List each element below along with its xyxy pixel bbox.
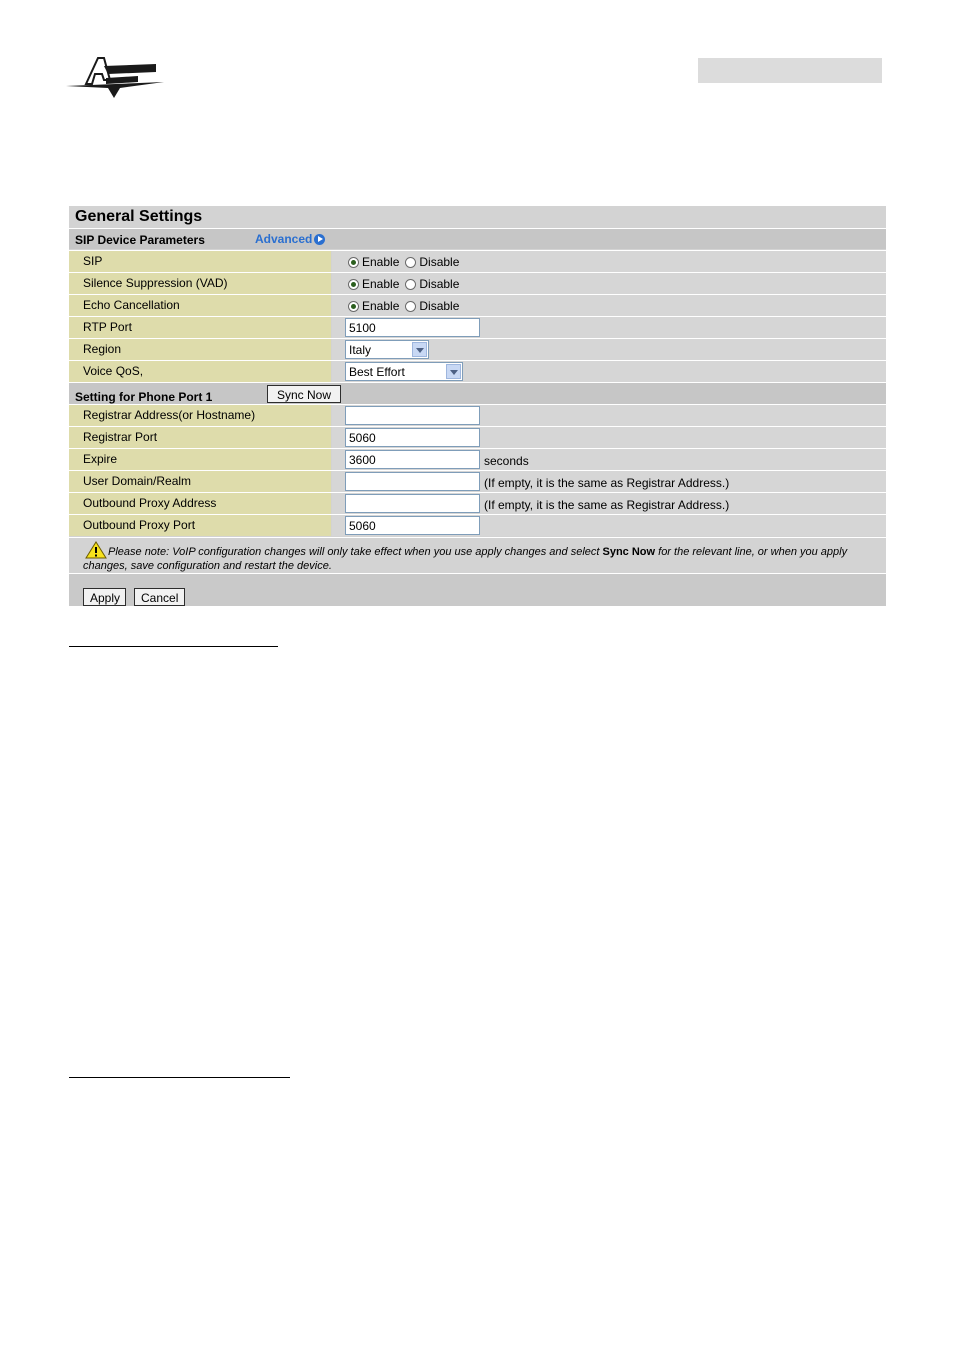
radio-label: Disable bbox=[419, 255, 460, 269]
row-label: Silence Suppression (VAD) bbox=[83, 276, 228, 290]
advanced-link-text[interactable]: Advanced bbox=[255, 232, 313, 246]
radio-label: Disable bbox=[419, 277, 460, 291]
row-label: Outbound Proxy Address bbox=[83, 496, 217, 510]
outbound-proxy-port-input[interactable] bbox=[345, 516, 480, 535]
row-sip bbox=[69, 250, 886, 272]
row-label: RTP Port bbox=[83, 320, 132, 334]
outbound-proxy-address-input[interactable] bbox=[345, 494, 480, 513]
outbound-proxy-hint: (If empty, it is the same as Registrar Address.) bbox=[484, 498, 730, 512]
chevron-down-icon[interactable] bbox=[446, 364, 461, 379]
row-label: Voice QoS, bbox=[83, 364, 144, 378]
voice-qos-select[interactable] bbox=[345, 362, 463, 381]
row-label: Expire bbox=[83, 452, 118, 466]
row-outbound-proxy-address bbox=[69, 492, 886, 514]
cancel-button[interactable]: Cancel bbox=[134, 588, 185, 606]
arrow-right-circle-icon[interactable] bbox=[314, 234, 325, 245]
row-silence-suppression bbox=[69, 272, 886, 294]
radio-label: Disable bbox=[419, 299, 460, 313]
echo-enable-radio[interactable] bbox=[348, 301, 359, 312]
note-text-part1: Please note: VoIP configuration changes will only take effect when you use apply changes and select bbox=[108, 546, 603, 558]
row-rtp-port bbox=[69, 316, 886, 338]
button-bar bbox=[69, 573, 886, 606]
user-domain-hint: (If empty, it is the same as Registrar Address.) bbox=[484, 476, 730, 490]
header-bar bbox=[698, 58, 882, 83]
row-label: Region bbox=[83, 342, 122, 356]
row-outbound-proxy-port bbox=[69, 514, 886, 536]
vad-disable-radio[interactable] bbox=[405, 279, 416, 290]
registrar-address-input[interactable] bbox=[345, 406, 480, 425]
registrar-port-input[interactable] bbox=[345, 428, 480, 447]
voip-note bbox=[69, 537, 886, 573]
echo-disable-radio[interactable] bbox=[405, 301, 416, 312]
row-echo-cancellation bbox=[69, 294, 886, 316]
region-select-value: Italy bbox=[349, 343, 372, 357]
user-domain-input[interactable] bbox=[345, 472, 480, 491]
note-text-part2: for the relevant line, or when you apply changes, save configuration and restart the device. bbox=[83, 546, 848, 572]
radio-label: Enable bbox=[362, 255, 400, 269]
atlantis-land-logo bbox=[64, 52, 168, 102]
voice-qos-select-value: Best Effort bbox=[349, 365, 405, 379]
row-label: User Domain/Realm bbox=[83, 474, 192, 488]
row-label: SIP bbox=[83, 254, 103, 268]
radio-label: Enable bbox=[362, 277, 400, 291]
chevron-down-icon[interactable] bbox=[412, 342, 427, 357]
heading-underline bbox=[69, 1077, 290, 1078]
expire-suffix: seconds bbox=[484, 454, 529, 468]
apply-button[interactable]: Apply bbox=[83, 588, 126, 606]
sip-enable-radio[interactable] bbox=[348, 257, 359, 268]
row-label: Registrar Port bbox=[83, 430, 158, 444]
advanced-link[interactable] bbox=[255, 232, 325, 246]
general-settings-panel bbox=[69, 206, 886, 606]
expire-input[interactable] bbox=[345, 450, 480, 469]
section-phone-port-1 bbox=[69, 382, 886, 404]
row-region bbox=[69, 338, 886, 360]
row-user-domain bbox=[69, 470, 886, 492]
row-label: Outbound Proxy Port bbox=[83, 518, 196, 532]
panel-title bbox=[69, 206, 886, 228]
vad-enable-radio[interactable] bbox=[348, 279, 359, 290]
row-registrar-port bbox=[69, 426, 886, 448]
row-expire bbox=[69, 448, 886, 470]
row-label: Echo Cancellation bbox=[83, 298, 180, 312]
row-voice-qos bbox=[69, 360, 886, 382]
section-label: Setting for Phone Port 1 bbox=[75, 390, 213, 404]
region-select[interactable] bbox=[345, 340, 429, 359]
rtp-port-input[interactable] bbox=[345, 318, 480, 337]
row-registrar-address bbox=[69, 404, 886, 426]
heading-underline bbox=[69, 646, 278, 647]
note-text-bold: Sync Now bbox=[602, 546, 656, 558]
panel-title-text: General Settings bbox=[75, 208, 203, 225]
row-label: Registrar Address(or Hostname) bbox=[83, 408, 256, 422]
section-label: SIP Device Parameters bbox=[75, 233, 205, 247]
section-sip-device-parameters bbox=[69, 228, 886, 249]
sync-now-button[interactable]: Sync Now bbox=[267, 385, 341, 403]
sip-disable-radio[interactable] bbox=[405, 257, 416, 268]
note-text bbox=[83, 545, 883, 573]
radio-label: Enable bbox=[362, 299, 400, 313]
